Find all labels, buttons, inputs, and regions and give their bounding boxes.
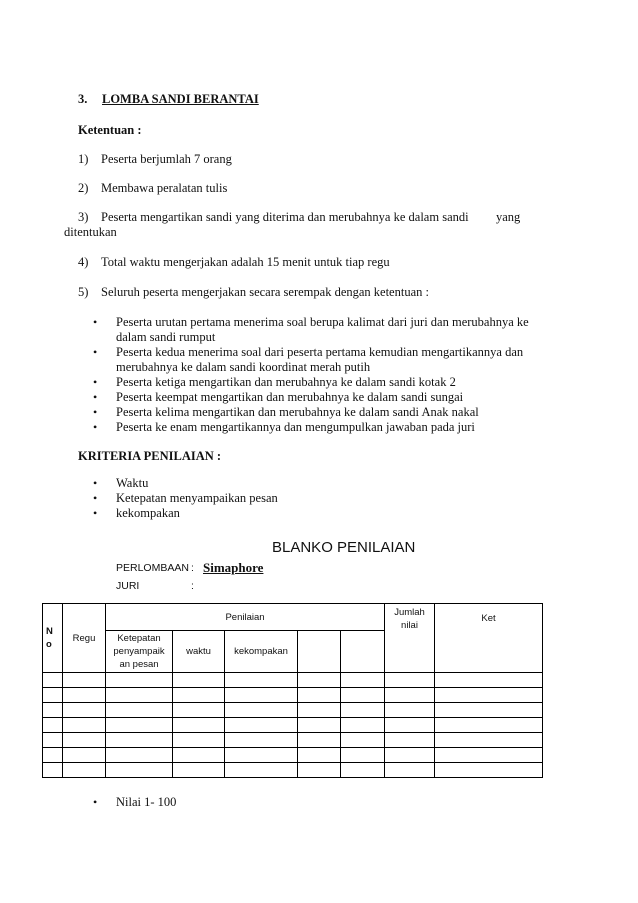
table-row [43, 673, 543, 688]
rule-5-number: 5) [78, 285, 89, 299]
header-ket: Ket [435, 604, 543, 673]
nilai-list [93, 795, 176, 810]
list-item: • kekompakan [93, 506, 278, 521]
list-item-line: dalam sandi rumput [116, 330, 216, 344]
list-item [93, 390, 529, 405]
rule-3-tail: yang [496, 210, 521, 224]
table-row [43, 733, 543, 748]
juri-colon: : [191, 580, 194, 592]
perlombaan-label: PERLOMBAAN [116, 562, 189, 574]
ketentuan-label: Ketentuan : [78, 123, 142, 137]
rule-3-text: Peserta mengartikan sandi yang diterima dan merubahnya ke dalam sandi [101, 210, 469, 224]
list-item-line: Peserta kelima mengartikan dan merubahnya ke dalam sandi Anak nakal [116, 405, 479, 419]
list-item [93, 405, 529, 420]
list-item: • Ketepatan menyampaikan pesan [93, 491, 278, 506]
participant-rules-list [93, 315, 529, 435]
list-item: • Nilai 1- 100 [93, 795, 176, 810]
header-penilaian: Penilaian [106, 604, 385, 631]
rule-1-number: 1) [78, 152, 89, 166]
table-row [43, 703, 543, 718]
rule-3-number: 3) [78, 210, 89, 224]
list-item: • Waktu [93, 476, 278, 491]
list-item [93, 375, 529, 390]
list-item [93, 345, 529, 375]
list-item-line: merubahnya ke dalam sandi koordinat merah putih [116, 360, 371, 374]
header-kekompakan: kekompakan [225, 631, 298, 673]
list-item-line: Peserta kedua menerima soal dari peserta pertama kemudian mengartikannya dan [116, 345, 524, 359]
table-row [43, 748, 543, 763]
table-row [43, 718, 543, 733]
rule-1-text: Peserta berjumlah 7 orang [101, 152, 232, 166]
list-item [93, 420, 529, 435]
header-waktu: waktu [173, 631, 225, 673]
header-regu: Regu [63, 604, 106, 673]
juri-label: JURI [116, 580, 140, 592]
rule-5-text: Seluruh peserta mengerjakan secara serempak dengan ketentuan : [101, 285, 429, 299]
section-number: 3. [78, 92, 88, 106]
header-empty-cell [298, 631, 341, 673]
header-ketepatan: Ketepatan penyampaik an pesan [106, 631, 173, 673]
list-item-line: Peserta keempat mengartikan dan merubahnya ke dalam sandi sungai [116, 390, 464, 404]
header-no: N o [43, 604, 63, 673]
rule-3-continuation: ditentukan [64, 225, 117, 239]
blanko-title: BLANKO PENILAIAN [272, 539, 416, 556]
kriteria-label: KRITERIA PENILAIAN : [78, 449, 222, 463]
rule-4-text: Total waktu mengerjakan adalah 15 menit untuk tiap regu [101, 255, 390, 269]
table-row [43, 763, 543, 778]
rule-2-number: 2) [78, 181, 89, 195]
list-item-line: Peserta urutan pertama menerima soal berupa kalimat dari juri dan merubahnya ke [116, 315, 529, 329]
perlombaan-colon: : [191, 562, 194, 574]
table-row [43, 688, 543, 703]
header-jumlah-nilai: Jumlah nilai [385, 604, 435, 673]
list-item-line: Peserta ketiga mengartikan dan merubahnya ke dalam sandi kotak 2 [116, 375, 456, 389]
list-item [93, 315, 529, 345]
perlombaan-value: Simaphore [203, 560, 264, 575]
section-title: LOMBA SANDI BERANTAI [102, 92, 259, 106]
kriteria-list [93, 476, 278, 521]
header-empty-cell [341, 631, 385, 673]
rule-2-text: Membawa peralatan tulis [101, 181, 228, 195]
score-table [42, 603, 543, 778]
list-item-line: Peserta ke enam mengartikannya dan mengumpulkan jawaban pada juri [116, 420, 475, 434]
rule-4-number: 4) [78, 255, 89, 269]
